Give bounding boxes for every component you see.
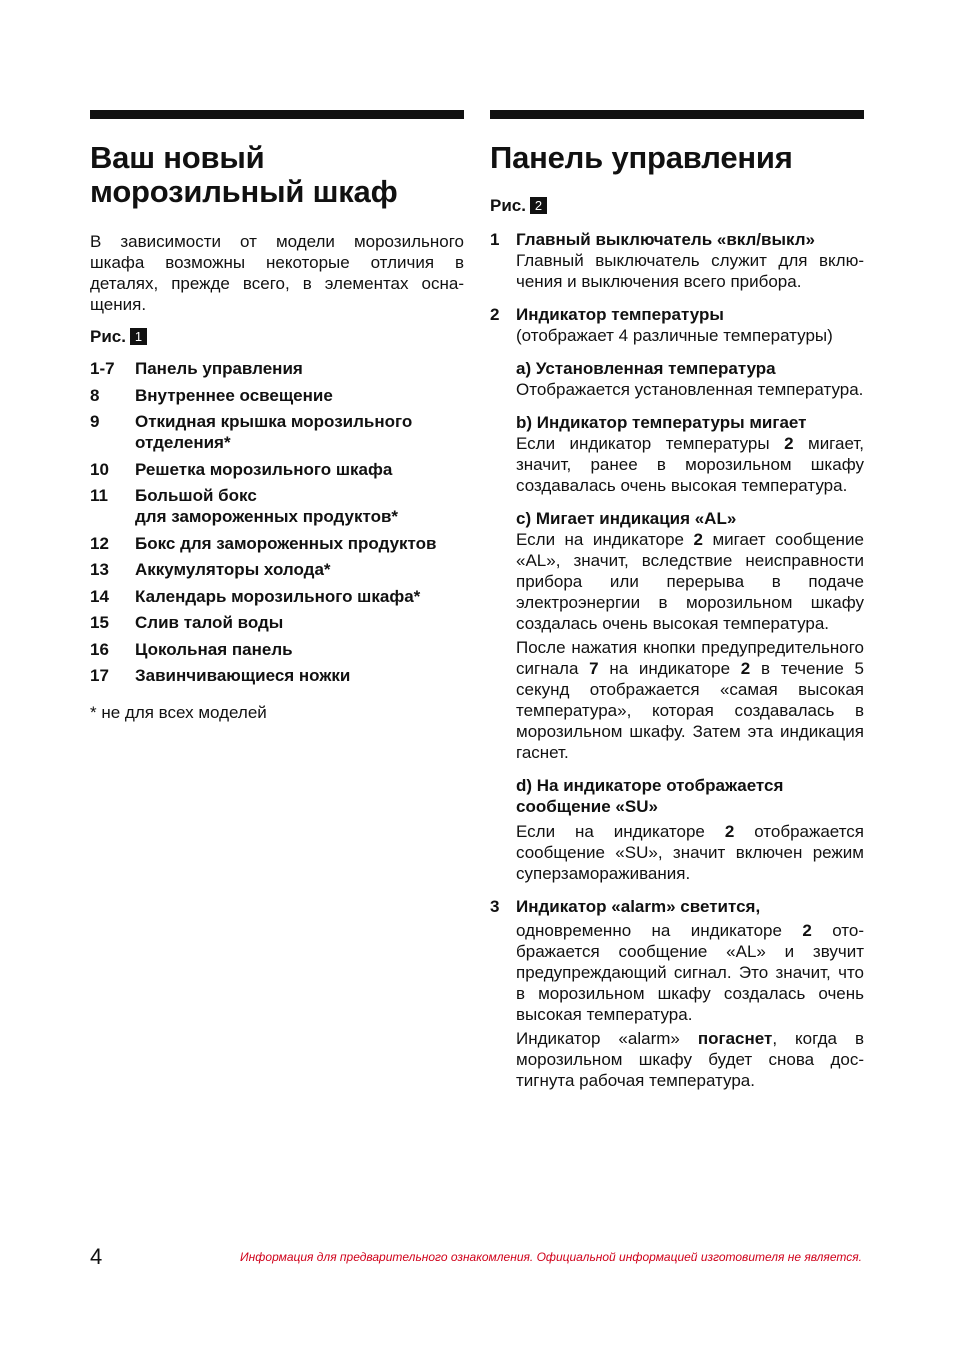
legend-text: Завинчивающиеся ножки — [135, 666, 351, 685]
legend-number: 17 — [90, 666, 109, 685]
list-item — [90, 559, 464, 580]
emphasis: погаснет — [697, 1029, 773, 1048]
legend-number: 1-7 — [90, 359, 115, 378]
control-item-3 — [490, 896, 864, 1091]
text-run: После нажатия кнопки предупредительного сигнала — [516, 638, 864, 678]
text-run: Если на индикаторе — [516, 530, 694, 549]
legend-number: 8 — [90, 385, 100, 405]
text-run: отображается сообщение «AL» и звучит предупреждающий сигнал. Это значит, что в морозильном шкафу создалась очень высокая температура. — [516, 921, 864, 1024]
footnote: * не для всех моделей — [90, 703, 267, 722]
subitem-title: d) На индикаторе отображается сообщение «SU» — [516, 776, 784, 816]
indicator-number: 2 — [784, 434, 794, 453]
list-item — [90, 485, 464, 527]
legend-text: Откидная крышка морозильного отделения* — [135, 412, 413, 452]
right-column — [490, 110, 864, 1091]
subitem-text-2 — [516, 637, 864, 763]
legend-text: Панель управления — [135, 359, 303, 378]
text-run: , когда в морозильном шкафу будет снова достигнута рабочая температура. — [516, 1029, 864, 1090]
figure-reference — [90, 326, 464, 347]
text-run: мигает сообщение «AL», значит, вследствие неисправности прибора или перерыва в подаче электроэнергии в морозильном шкафу создалась очень высокая температура. — [516, 530, 864, 633]
item-title: Индикатор температуры — [516, 305, 724, 324]
subitem-text: Отображается установленная температура. — [516, 380, 864, 399]
list-item — [90, 612, 464, 633]
section-rule — [490, 110, 864, 119]
control-item-1 — [490, 229, 864, 292]
text-run: одновременно на индикаторе — [516, 921, 803, 940]
item-number: 2 — [490, 305, 500, 324]
left-column — [90, 110, 464, 723]
item-number: 3 — [490, 897, 500, 916]
item-number: 1 — [490, 230, 500, 249]
subitem-d — [516, 775, 864, 884]
legend-text: Календарь морозильного шкафа* — [135, 586, 421, 606]
subitem-a — [516, 358, 864, 400]
text-run: мигает, значит, ранее в морозильном шкафу создавалась очень высокая температура. — [516, 434, 864, 495]
footer-disclaimer: Информация для предварительного ознакомления. Официальной информацией изготовителя не является. — [240, 1250, 862, 1264]
subitem-text — [516, 433, 864, 496]
legend-number: 13 — [90, 560, 109, 579]
list-item — [90, 586, 464, 607]
list-item — [90, 411, 464, 453]
text-run: на индикаторе — [598, 659, 741, 678]
legend-number: 16 — [90, 639, 109, 659]
legend-text-line-2: для замороженных продуктов* — [135, 507, 399, 526]
subitem-title: c) Мигает индикация «AL» — [516, 509, 737, 528]
text-run: Если на индикаторе — [516, 822, 725, 841]
section-rule — [90, 110, 464, 119]
button-number: 7 — [589, 659, 599, 678]
page-title — [90, 141, 464, 209]
list-item — [90, 358, 464, 379]
item-text-2 — [516, 1028, 864, 1091]
indicator-number: 2 — [724, 822, 735, 841]
legend-number: 14 — [90, 586, 109, 606]
figure-label: Рис. — [490, 196, 526, 215]
legend-number: 15 — [90, 613, 109, 632]
figure-label: Рис. — [90, 327, 126, 346]
list-item — [90, 385, 464, 406]
legend-number: 10 — [90, 459, 109, 479]
legend-number: 9 — [90, 412, 100, 431]
legend-list — [90, 358, 464, 686]
legend-number: 11 — [90, 486, 108, 505]
legend-text: Аккумуляторы холода* — [135, 560, 331, 579]
figure-number: 1 — [130, 328, 147, 345]
text-run: Индикатор «alarm» — [516, 1029, 698, 1048]
text-run: в течение 5 секунд отображается «самая высокая температура», которая создавалась в морозильном шкафу. Затем эта индикация гаснет. — [516, 659, 865, 762]
subitem-title: b) Индикатор температуры мигает — [516, 413, 807, 432]
legend-text: Цокольная панель — [135, 639, 293, 659]
indicator-number: 2 — [693, 530, 703, 549]
item-text: (отображает 4 различные температуры) — [516, 326, 833, 345]
indicator-number: 2 — [802, 921, 812, 940]
intro-paragraph: В зависимости от модели морозильного шкафа возможны некоторые отличия в деталях, прежде всего, в элементах оснащения. — [90, 232, 464, 314]
indicator-number: 2 — [740, 659, 751, 678]
legend-text — [135, 485, 464, 527]
subitem-title: a) Установленная температура — [516, 359, 776, 378]
item-text: Главный выключатель служит для включения и выключения всего прибора. — [516, 251, 864, 291]
item-text — [516, 920, 864, 1025]
legend-text: Решетка морозильного шкафа — [135, 459, 393, 479]
legend-text: Слив талой воды — [135, 613, 284, 632]
subitem-b — [516, 412, 864, 496]
section-title: Панель управления — [490, 140, 793, 175]
list-item — [90, 639, 464, 660]
legend-text: Внутреннее освещение — [135, 385, 333, 405]
item-title: Главный выключатель «вкл/выкл» — [516, 230, 815, 249]
text-run: Если индикатор температуры — [516, 434, 785, 453]
list-item — [90, 665, 464, 686]
title-line-2: морозильный шкаф — [90, 174, 398, 209]
subitem-text — [516, 821, 864, 884]
list-item — [90, 459, 464, 480]
page-number: 4 — [90, 1244, 103, 1269]
list-item — [90, 533, 464, 554]
subitem-text — [516, 529, 864, 634]
item-title: Индикатор «alarm» светится, — [516, 897, 761, 916]
title-line-1: Ваш новый — [90, 140, 265, 175]
legend-text: Бокс для замороженных продуктов — [135, 533, 437, 553]
legend-number: 12 — [90, 533, 109, 553]
control-item-2 — [490, 304, 864, 346]
subitem-c — [516, 508, 864, 763]
figure-reference — [490, 195, 864, 216]
text-run: отображается сообщение «SU», значит включен режим суперзамораживания. — [516, 822, 864, 883]
figure-number: 2 — [530, 197, 547, 214]
legend-text-line-1: Большой бокс — [135, 486, 257, 505]
